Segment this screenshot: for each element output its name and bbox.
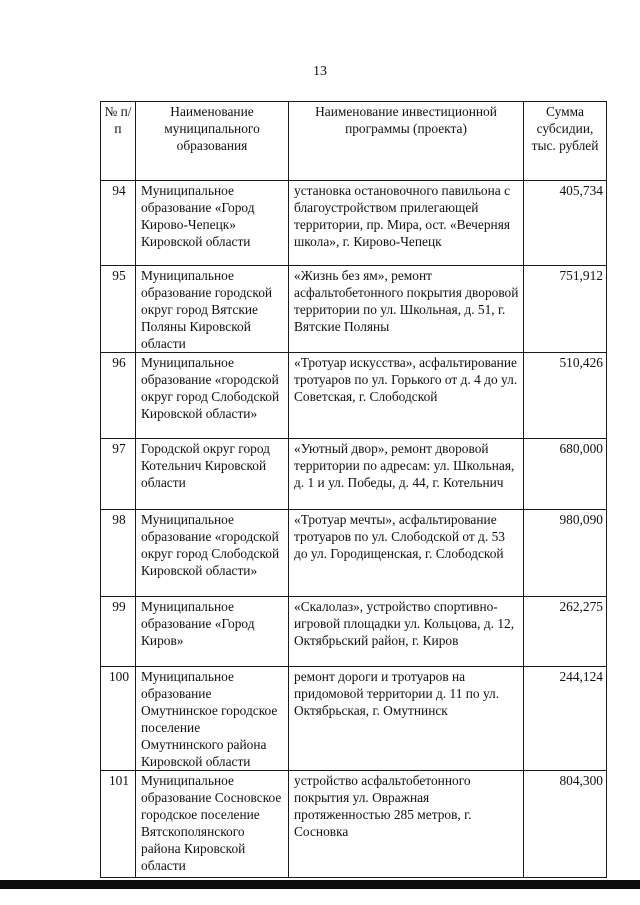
program-cell: устройство асфальтобетонного покрытия ул. Овражная протяженностью 285 метров, г. Сосновка — [289, 771, 524, 878]
table-row — [101, 266, 607, 353]
subsidy-sum-cell: 751,912 — [524, 266, 607, 353]
municipality-cell: Муниципальное образование Сосновское городское поселение Вятскополянского района Кировской области — [136, 771, 289, 878]
subsidy-sum-cell: 680,000 — [524, 439, 607, 510]
table-header-row — [101, 102, 607, 181]
municipality-cell: Муниципальное образование городской округ город Вятские Поляны Кировской области — [136, 266, 289, 353]
subsidy-sum-cell: 980,090 — [524, 510, 607, 597]
municipality-cell: Муниципальное образование Омутнинское городское поселение Омутнинского района Кировской области — [136, 667, 289, 771]
subsidy-table — [100, 101, 607, 878]
table-row — [101, 667, 607, 771]
program-cell: «Жизнь без ям», ремонт асфальтобетонного покрытия дворовой территории по ул. Школьная, д. 51, г. Вятские Поляны — [289, 266, 524, 353]
table-row — [101, 181, 607, 266]
scan-edge-bar — [0, 880, 640, 889]
program-cell: «Скалолаз», устройство спортивно-игровой площадки ул. Кольцова, д. 12, Октябрьский район, г. Киров — [289, 597, 524, 667]
header-program: Наименование инвестиционной программы (проекта) — [289, 102, 524, 181]
table-row — [101, 510, 607, 597]
row-number: 98 — [101, 510, 136, 597]
row-number: 96 — [101, 353, 136, 439]
header-sum: Сумма субсидии, тыс. рублей — [524, 102, 607, 181]
municipality-cell: Муниципальное образование «городской округ город Слободской Кировской области» — [136, 510, 289, 597]
subsidy-sum-cell: 804,300 — [524, 771, 607, 878]
row-number: 97 — [101, 439, 136, 510]
table-row — [101, 771, 607, 878]
municipality-cell: Муниципальное образование «городской округ город Слободской Кировской области» — [136, 353, 289, 439]
program-cell: «Уютный двор», ремонт дворовой территории по адресам: ул. Школьная, д. 1 и ул. Победы, д. 44, г. Котельнич — [289, 439, 524, 510]
program-cell: «Тротуар искусства», асфальтирование тротуаров по ул. Горького от д. 4 до ул. Советская, г. Слободской — [289, 353, 524, 439]
header-municipality: Наименование муниципального образования — [136, 102, 289, 181]
table-row — [101, 439, 607, 510]
row-number: 99 — [101, 597, 136, 667]
program-cell: «Тротуар мечты», асфальтирование тротуаров по ул. Слободской от д. 53 до ул. Городищенская, г. Слободской — [289, 510, 524, 597]
row-number: 94 — [101, 181, 136, 266]
subsidy-sum-cell: 405,734 — [524, 181, 607, 266]
program-cell: ремонт дороги и тротуаров на придомовой территории д. 11 по ул. Октябрьская, г. Омутнинск — [289, 667, 524, 771]
page-number: 13 — [313, 64, 327, 79]
header-num: № п/п — [101, 102, 136, 181]
municipality-cell: Городской округ город Котельнич Кировской области — [136, 439, 289, 510]
row-number: 95 — [101, 266, 136, 353]
table-row — [101, 597, 607, 667]
municipality-cell: Муниципальное образование «Город Киров» — [136, 597, 289, 667]
subsidy-sum-cell: 510,426 — [524, 353, 607, 439]
subsidy-sum-cell: 262,275 — [524, 597, 607, 667]
row-number: 101 — [101, 771, 136, 878]
municipality-cell: Муниципальное образование «Город Кирово-Чепецк» Кировской области — [136, 181, 289, 266]
program-cell: установка остановочного павильона с благоустройством прилегающей территории, пр. Мира, ост. «Вечерняя школа», г. Кирово-Чепецк — [289, 181, 524, 266]
table-row — [101, 353, 607, 439]
row-number: 100 — [101, 667, 136, 771]
subsidy-sum-cell: 244,124 — [524, 667, 607, 771]
